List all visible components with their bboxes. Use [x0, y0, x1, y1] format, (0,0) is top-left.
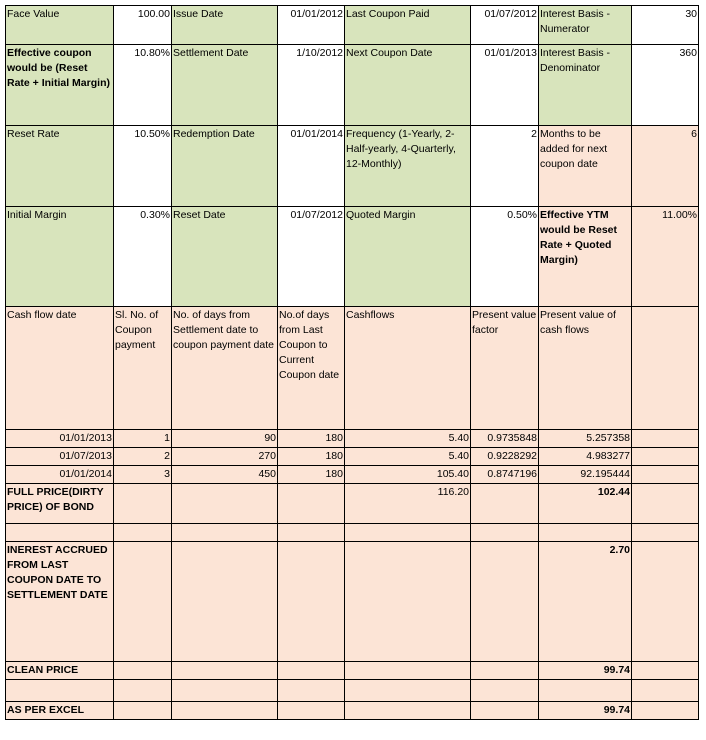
interest-basis-numerator-cell[interactable]: 30	[632, 6, 699, 45]
reset-date-cell[interactable]: 01/07/2012	[278, 207, 345, 307]
empty-cell[interactable]	[172, 542, 278, 662]
cashflow-cell[interactable]: 5.40	[345, 448, 471, 466]
pv-cashflow-cell[interactable]: 5.257358	[539, 430, 632, 448]
header-pv-cashflows[interactable]: Present value of cash flows	[539, 307, 632, 430]
pv-cashflow-cell[interactable]: 4.983277	[539, 448, 632, 466]
cash-flow-date-cell[interactable]: 01/01/2013	[6, 430, 114, 448]
empty-cell[interactable]	[471, 662, 539, 680]
pv-factor-cell[interactable]: 0.9735848	[471, 430, 539, 448]
months-to-add-label[interactable]: Months to be added for next coupon date	[539, 126, 632, 207]
days-from-last-coupon-cell[interactable]: 180	[278, 430, 345, 448]
frequency-cell[interactable]: 2	[471, 126, 539, 207]
empty-cell[interactable]	[632, 448, 699, 466]
empty-cell[interactable]	[471, 680, 539, 702]
empty-cell[interactable]	[114, 484, 172, 524]
empty-cell[interactable]	[632, 307, 699, 430]
empty-cell[interactable]	[632, 466, 699, 484]
settlement-date-cell[interactable]: 1/10/2012	[278, 45, 345, 126]
empty-cell[interactable]	[172, 662, 278, 680]
empty-cell[interactable]	[345, 524, 471, 542]
empty-cell[interactable]	[471, 542, 539, 662]
empty-cell[interactable]	[539, 680, 632, 702]
header-pv-factor[interactable]: Present value factor	[471, 307, 539, 430]
header-days-from-last-coupon[interactable]: No.of days from Last Coupon to Current Coupon date	[278, 307, 345, 430]
cash-flow-date-cell[interactable]: 01/01/2014	[6, 466, 114, 484]
pv-factor-cell[interactable]: 0.9228292	[471, 448, 539, 466]
empty-cell[interactable]	[278, 542, 345, 662]
redemption-date-label[interactable]: Redemption Date	[172, 126, 278, 207]
issue-date-cell[interactable]: 01/01/2012	[278, 6, 345, 45]
face-value-cell[interactable]: 100.00	[114, 6, 172, 45]
clean-price-cell[interactable]: 99.74	[539, 662, 632, 680]
empty-cell[interactable]	[471, 484, 539, 524]
empty-cell[interactable]	[278, 702, 345, 720]
accrued-interest-cell[interactable]: 2.70	[539, 542, 632, 662]
days-from-settlement-cell[interactable]: 270	[172, 448, 278, 466]
header-days-from-settlement[interactable]: No. of days from Settlement date to coupon payment date	[172, 307, 278, 430]
bond-pricing-sheet	[5, 5, 699, 720]
interest-basis-denominator-cell[interactable]: 360	[632, 45, 699, 126]
months-to-add-cell[interactable]: 6	[632, 126, 699, 207]
empty-cell[interactable]	[114, 524, 172, 542]
empty-cell[interactable]	[471, 702, 539, 720]
issue-date-label[interactable]: Issue Date	[172, 6, 278, 45]
sl-no-cell[interactable]: 1	[114, 430, 172, 448]
empty-cell[interactable]	[114, 542, 172, 662]
reset-date-label[interactable]: Reset Date	[172, 207, 278, 307]
last-coupon-label[interactable]: Last Coupon Paid	[345, 6, 471, 45]
cash-flow-date-cell[interactable]: 01/07/2013	[6, 448, 114, 466]
empty-cell[interactable]	[632, 680, 699, 702]
empty-cell[interactable]	[632, 524, 699, 542]
empty-cell[interactable]	[114, 662, 172, 680]
accrued-interest-label[interactable]: INEREST ACCRUED FROM LAST COUPON DATE TO SETTLEMENT DATE	[6, 542, 114, 662]
effective-ytm-cell[interactable]: 11.00%	[632, 207, 699, 307]
empty-cell[interactable]	[632, 430, 699, 448]
reset-rate-label[interactable]: Reset Rate	[6, 126, 114, 207]
cashflow-cell[interactable]: 5.40	[345, 430, 471, 448]
quoted-margin-cell[interactable]: 0.50%	[471, 207, 539, 307]
effective-coupon-label[interactable]: Effective coupon would be (Reset Rate + Initial Margin)	[6, 45, 114, 126]
days-from-settlement-cell[interactable]: 90	[172, 430, 278, 448]
full-price-label[interactable]: FULL PRICE(DIRTY PRICE) OF BOND	[6, 484, 114, 524]
effective-coupon-cell[interactable]: 10.80%	[114, 45, 172, 126]
quoted-margin-label[interactable]: Quoted Margin	[345, 207, 471, 307]
sl-no-cell[interactable]: 2	[114, 448, 172, 466]
effective-ytm-label[interactable]: Effective YTM would be Reset Rate + Quoted Margin)	[539, 207, 632, 307]
empty-cell[interactable]	[539, 524, 632, 542]
next-coupon-cell[interactable]: 01/01/2013	[471, 45, 539, 126]
sl-no-cell[interactable]: 3	[114, 466, 172, 484]
as-per-excel-label[interactable]: AS PER EXCEL	[6, 702, 114, 720]
pv-factor-cell[interactable]: 0.8747196	[471, 466, 539, 484]
face-value-label[interactable]: Face Value	[6, 6, 114, 45]
empty-cell[interactable]	[632, 702, 699, 720]
header-cash-flow-date[interactable]: Cash flow date	[6, 307, 114, 430]
empty-cell[interactable]	[345, 662, 471, 680]
empty-cell[interactable]	[278, 680, 345, 702]
frequency-label[interactable]: Frequency (1-Yearly, 2-Half-yearly, 4-Quarterly, 12-Monthly)	[345, 126, 471, 207]
header-sl-no[interactable]: Sl. No. of Coupon payment	[114, 307, 172, 430]
days-from-settlement-cell[interactable]: 450	[172, 466, 278, 484]
reset-rate-cell[interactable]: 10.50%	[114, 126, 172, 207]
header-cashflows[interactable]: Cashflows	[345, 307, 471, 430]
days-from-last-coupon-cell[interactable]: 180	[278, 466, 345, 484]
empty-cell[interactable]	[632, 484, 699, 524]
settlement-date-label[interactable]: Settlement Date	[172, 45, 278, 126]
total-cashflows-cell[interactable]: 116.20	[345, 484, 471, 524]
empty-cell[interactable]	[278, 662, 345, 680]
next-coupon-label[interactable]: Next Coupon Date	[345, 45, 471, 126]
interest-basis-numerator-label[interactable]: Interest Basis - Numerator	[539, 6, 632, 45]
empty-cell[interactable]	[6, 524, 114, 542]
empty-cell[interactable]	[6, 680, 114, 702]
empty-cell[interactable]	[172, 702, 278, 720]
cashflow-cell[interactable]: 105.40	[345, 466, 471, 484]
full-price-cell[interactable]: 102.44	[539, 484, 632, 524]
redemption-date-cell[interactable]: 01/01/2014	[278, 126, 345, 207]
as-per-excel-cell[interactable]: 99.74	[539, 702, 632, 720]
empty-cell[interactable]	[114, 702, 172, 720]
empty-cell[interactable]	[172, 484, 278, 524]
empty-cell[interactable]	[471, 524, 539, 542]
empty-cell[interactable]	[345, 542, 471, 662]
empty-cell[interactable]	[172, 680, 278, 702]
initial-margin-cell[interactable]: 0.30%	[114, 207, 172, 307]
empty-cell[interactable]	[278, 524, 345, 542]
interest-basis-denominator-label[interactable]: Interest Basis - Denominator	[539, 45, 632, 126]
pv-cashflow-cell[interactable]: 92.195444	[539, 466, 632, 484]
empty-cell[interactable]	[345, 702, 471, 720]
empty-cell[interactable]	[632, 542, 699, 662]
empty-cell[interactable]	[172, 524, 278, 542]
days-from-last-coupon-cell[interactable]: 180	[278, 448, 345, 466]
empty-cell[interactable]	[632, 662, 699, 680]
empty-cell[interactable]	[114, 680, 172, 702]
clean-price-label[interactable]: CLEAN PRICE	[6, 662, 114, 680]
empty-cell[interactable]	[278, 484, 345, 524]
initial-margin-label[interactable]: Initial Margin	[6, 207, 114, 307]
empty-cell[interactable]	[345, 680, 471, 702]
last-coupon-cell[interactable]: 01/07/2012	[471, 6, 539, 45]
